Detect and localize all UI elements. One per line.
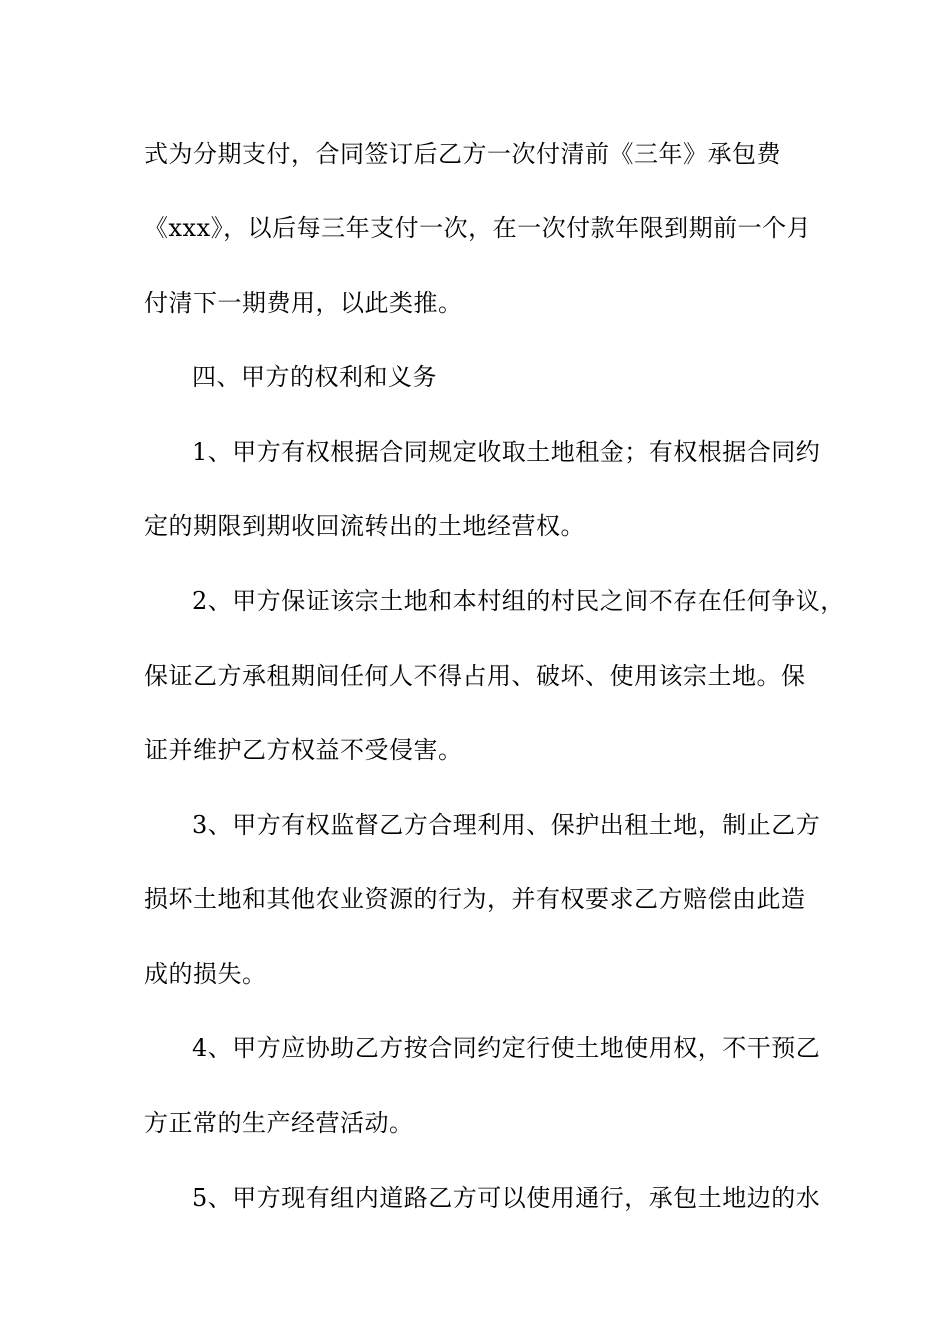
paragraph-line: 损坏土地和其他农业资源的行为，并有权要求乙方赔偿由此造: [144, 885, 806, 913]
section-heading: 四、甲方的权利和义务: [192, 363, 437, 391]
paragraph-line: 式为分期支付，合同签订后乙方一次付清前《三年》承包费: [144, 140, 781, 168]
paragraph-line: 《xxx》，以后每三年支付一次，在一次付款年限到期前一个月: [144, 214, 812, 242]
paragraph-line: 2、甲方保证该宗土地和本村组的村民之间不存在任何争议，: [192, 587, 845, 615]
paragraph-line: 证并维护乙方权益不受侵害。: [144, 736, 463, 764]
paragraph-line: 保证乙方承租期间任何人不得占用、破坏、使用该宗土地。保: [144, 662, 806, 690]
paragraph-line: 定的期限到期收回流转出的土地经营权。: [144, 512, 585, 540]
paragraph-line: 成的损失。: [144, 960, 267, 988]
paragraph-line: 付清下一期费用，以此类推。: [144, 289, 463, 317]
paragraph-line: 方正常的生产经营活动。: [144, 1109, 414, 1137]
paragraph-line: 1、甲方有权根据合同规定收取土地租金；有权根据合同约: [192, 438, 821, 466]
paragraph-line: 3、甲方有权监督乙方合理利用、保护出租土地，制止乙方: [192, 811, 821, 839]
paragraph-line: 5、甲方现有组内道路乙方可以使用通行，承包土地边的水: [192, 1184, 821, 1212]
paragraph-line: 4、甲方应协助乙方按合同约定行使土地使用权，不干预乙: [192, 1034, 821, 1062]
